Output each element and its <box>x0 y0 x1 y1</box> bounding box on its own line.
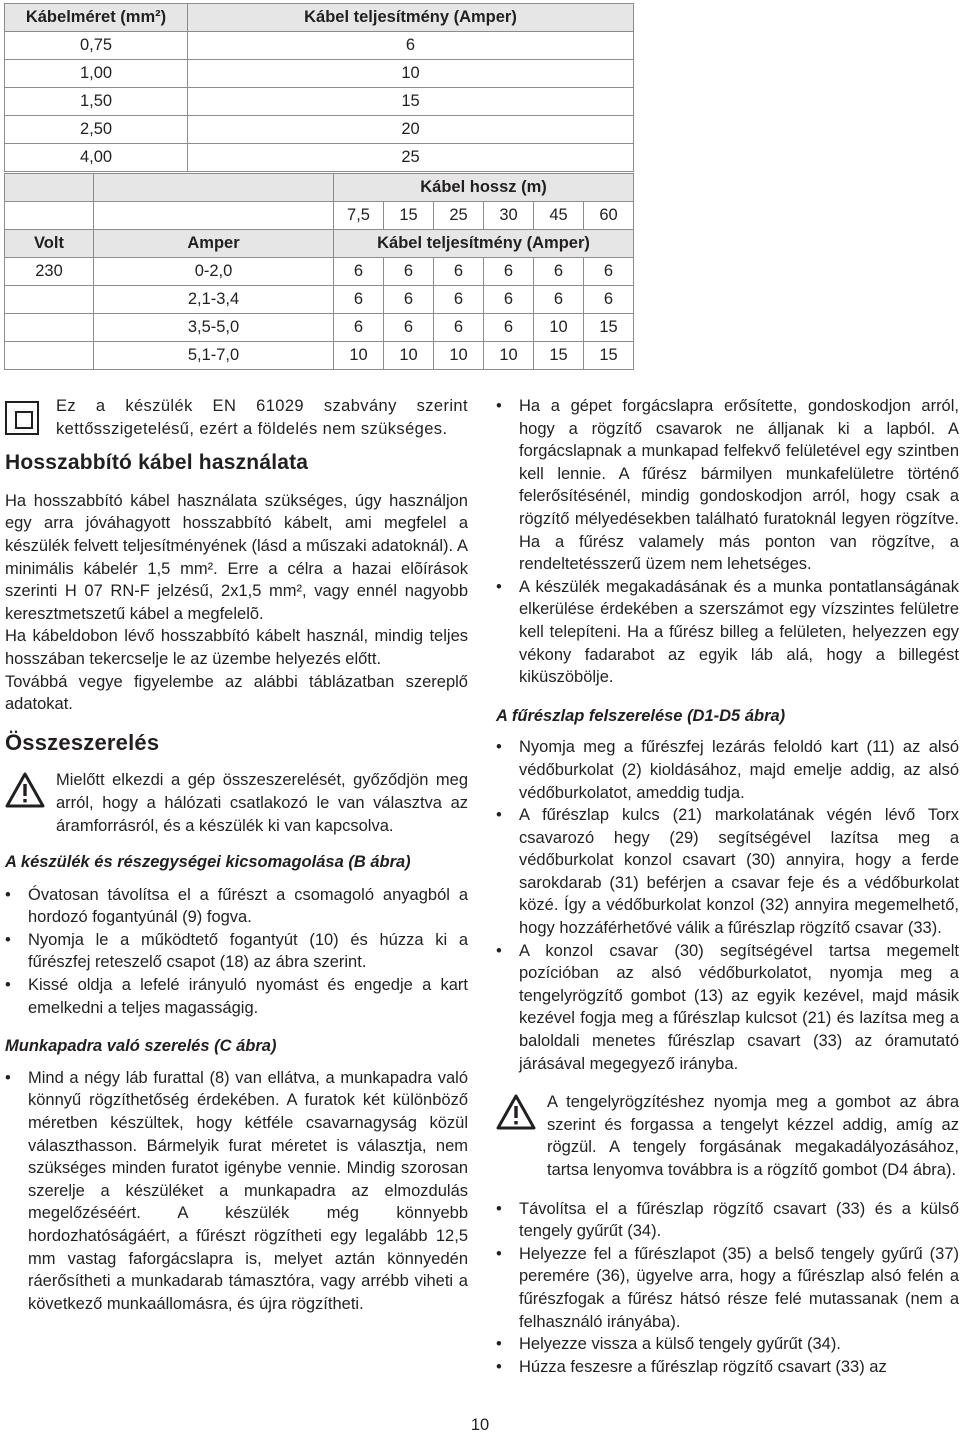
table-cell: 10 <box>484 342 534 370</box>
table-cell: 6 <box>534 286 584 314</box>
table-cell: 6 <box>434 286 484 314</box>
unpack-heading: A készülék és részegységei kicsomagolása (B ábra) <box>5 853 411 872</box>
amper-header: Amper <box>94 230 334 258</box>
table-cell: 4,00 <box>5 144 188 172</box>
list-item: • A készülék megakadásának és a munka pontatlanságának elkerülése érdekében a szerszámot egy vízszintes felületre kell telepíteni. Ha a fűrész billeg a felületen, helyezzen egy vékony fadarabot az egyik láb alá, hogy a billegést kiküszöbölje. <box>496 576 959 689</box>
extension-cable-paragraph: Továbbá vegye figyelembe az alábbi táblázatban szereplő adatokat. <box>5 672 468 714</box>
blade-mount-heading: A fűrészlap felszerelése (D1-D5 ábra) <box>496 706 786 725</box>
blade-final-list <box>496 1198 959 1379</box>
table-cell: 6 <box>384 286 434 314</box>
length-cell: 45 <box>534 202 584 230</box>
extension-cable-paragraph: Ha hosszabbító kábel használata szükséges, úgy használjon egy arra jóváhagyott hosszabbító kábelt, ami megfelel a készülék felvett teljesítményének (lásd a műszaki adatoknál). A minimális kábelér 1,5 mm². Erre a célra a hazai elõírások szerinti H 07 RN-F jelzésű, 2x1,5 mm², vagy ennél nagyobb keresztmetszetű kábel a megfelelõ. <box>5 491 468 623</box>
bench-mount-heading: Munkapadra való szerelés (C ábra) <box>5 1037 277 1056</box>
table-cell: 6 <box>334 286 384 314</box>
amper-cell: 5,1-7,0 <box>94 342 334 370</box>
list-item: • Helyezze vissza a külső tengely gyűrűt (34). <box>496 1333 959 1356</box>
table-cell: 6 <box>334 258 384 286</box>
volt-cell <box>5 286 94 314</box>
amper-cell: 2,1-3,4 <box>94 286 334 314</box>
assembly-heading: Összeszerelés <box>5 729 160 755</box>
table-cell: 0,75 <box>5 32 188 60</box>
list-item: • Mind a négy láb furattal (8) van ellátva, a munkapadra való könnyű rögzíthetőség érdekében. A furatok két különböző méretben készültek, hogy kétféle csavarnagyság közül választhasson. Bármelyik furat méretet is választja, nem szükséges minden furatot igénybe vennie. Mindig szorosan szerelje a készüléket a munkapadra az elmozdulás megelőzéséért. A készülék még könnyebb hordozhatóságáért, a fűrészt rögzítheti egy legalább 12,5 mm vastag faforgácslapra is, melyet aztán könnyedén ráerősítheti a munkadarab támasztóra, vagy arrébb viheti a következő munkaállomásra, és újra rögzítheti. <box>5 1067 468 1316</box>
amper-cell: 0-2,0 <box>94 258 334 286</box>
cable-capacity-header: Kábel teljesítmény (Amper) <box>188 4 634 32</box>
extension-cable-heading: Hosszabbító kábel használata <box>5 451 309 475</box>
table-cell: 15 <box>534 342 584 370</box>
table-cell: 10 <box>434 342 484 370</box>
length-cell: 15 <box>384 202 434 230</box>
table-cell: 6 <box>434 258 484 286</box>
right-column <box>496 395 959 1378</box>
spindle-lock-warning-text: A tengelyrögzítéshez nyomja meg a gombot az ábra szerint és forgassa a tengelyt kézzel addig, amíg az rögzül. A tengely forgásának megakadályozásához, tartsa lenyomva továbbra is a rögzítő gombot (D4 ábra). <box>547 1093 959 1179</box>
table-cell: 6 <box>584 286 634 314</box>
volt-cell <box>5 342 94 370</box>
spindle-lock-warning <box>496 1091 959 1181</box>
table-row <box>5 32 634 60</box>
bench-mount-list <box>5 1067 468 1316</box>
table-cell: 6 <box>188 32 634 60</box>
list-item: • Kissé oldja a lefelé irányuló nyomást és engedje a kart emelkedni a teljes magasságig. <box>5 974 468 1019</box>
list-item: • Nyomja le a működtető fogantyút (10) és húzza ki a fűrészfej reteszelő csapot (18) az ábra szerint. <box>5 929 468 974</box>
volt-cell <box>5 314 94 342</box>
list-item: • Nyomja meg a fűrészfej lezárás feloldó kart (11) az alsó védőburkolat (2) kioldásához, majd emelje addig, az alsó védőburkolatot, ameddig tudja. <box>496 736 959 804</box>
table-row <box>5 342 634 370</box>
double-insulation-icon <box>5 401 39 435</box>
length-cell: 30 <box>484 202 534 230</box>
table-cell: 15 <box>584 342 634 370</box>
table-cell: 10 <box>334 342 384 370</box>
warning-icon <box>496 1094 536 1130</box>
list-item: • A konzol csavar (30) segítségével tartsa megemelt pozícióban az alsó védőburkolatot, nyomja meg a tengelyrögzítő gombot (13) az egyik kezével, majd másik kezével fogja meg a fűrészlap kulcsot (21) és lazítsa meg a baloldali menetes fűrészlap csavart (33) az óramutató járásával megegyező irányba. <box>496 940 959 1076</box>
list-item: • Helyezze fel a fűrészlapot (35) a belső tengely gyűrű (37) peremére (36), ügyelve arra, hogy a fűrészlap alsó felén a fűrészfogak a fűrész hátsó része felé mutassanak (nem a felhasználó irányába). <box>496 1243 959 1333</box>
table-row <box>5 88 634 116</box>
table-cell: 1,00 <box>5 60 188 88</box>
table-row <box>5 286 634 314</box>
blade-mount-list <box>496 736 959 1075</box>
table-cell: 10 <box>188 60 634 88</box>
length-cell: 60 <box>584 202 634 230</box>
table-cell: 6 <box>484 314 534 342</box>
list-item: • Óvatosan távolítsa el a fűrészt a csomagoló anyagból a hordozó fogantyúnál (9) fogva. <box>5 884 468 929</box>
list-item: • A fűrészlap kulcs (21) markolatának végén lévő Torx csavarozó hegy (29) segítségével lazítsa meg a védőburkolat konzol csavart (30) annyira, hogy a ferde sarokdarab (31) beférjen a csavar feje és a védőburkolat közé. Így a védőburkolat konzol (32) annyira megemelhető, hogy hozzáférhetővé válik a fűrészlap rögzítő csavar (33). <box>496 804 959 940</box>
cable-size-table <box>4 3 634 172</box>
table-cell: 6 <box>434 314 484 342</box>
extension-cable-paragraph: Ha kábeldobon lévő hosszabbító kábelt használ, mindig teljes hosszában tekercselje le az üzembe helyezés előtt. <box>5 627 468 668</box>
length-cell: 25 <box>434 202 484 230</box>
table-cell: 6 <box>484 286 534 314</box>
unpack-list <box>5 884 468 1020</box>
table-cell: 25 <box>188 144 634 172</box>
left-column <box>5 395 468 1315</box>
table-cell: 20 <box>188 116 634 144</box>
table-row <box>5 144 634 172</box>
double-insulation-text: Ez a készülék EN 61029 szabvány szerint kettősszigetelésű, ezért a földelés nem szükséges. <box>56 397 468 438</box>
table-cell: 6 <box>584 258 634 286</box>
table-row <box>5 60 634 88</box>
length-cell: 7,5 <box>334 202 384 230</box>
assembly-warning <box>5 769 468 837</box>
table-cell: 15 <box>188 88 634 116</box>
assembly-warning-text: Mielőtt elkezdi a gép összeszerelését, győződjön meg arról, hogy a hálózati csatlakozó le van választva az áramforrásról, és a készülék ki van kapcsolva. <box>56 771 468 835</box>
table-cell: 6 <box>384 258 434 286</box>
table-cell: 6 <box>534 258 584 286</box>
list-item: • Húzza feszesre a fűrészlap rögzítő csavart (33) az <box>496 1356 959 1379</box>
table-row <box>5 314 634 342</box>
warning-icon <box>5 772 45 808</box>
table-cell: 6 <box>484 258 534 286</box>
amper-cell: 3,5-5,0 <box>94 314 334 342</box>
capacity-header: Kábel teljesítmény (Amper) <box>334 230 634 258</box>
bench-mount-list-continued <box>496 395 959 689</box>
table-cell: 2,50 <box>5 116 188 144</box>
table-cell: 6 <box>334 314 384 342</box>
table-row <box>5 258 634 286</box>
cable-length-table <box>4 173 634 370</box>
table-cell: 10 <box>534 314 584 342</box>
table-row <box>5 116 634 144</box>
volt-cell: 230 <box>5 258 94 286</box>
table-cell: 1,50 <box>5 88 188 116</box>
cable-size-header: Kábelméret (mm²) <box>5 4 188 32</box>
table-cell: 10 <box>384 342 434 370</box>
volt-header: Volt <box>5 230 94 258</box>
table-cell: 15 <box>584 314 634 342</box>
list-item: • Ha a gépet forgácslapra erősítette, gondoskodjon arról, hogy a rögzítő csavarok ne álljanak ki a lapból. A forgácslapnak a munkapad felfekvő felületével egy szintben kell lennie. A fűrész bármilyen munkafelületre történő felerősítésénél, mindig gondoskodjon arról, hogy csak a rögzítő mélyedésekben található furatoknál legyen rögzítve. Ha a fűrész valamely más ponton van rögzítve, a rendeltetésszerű üzem nem lehetséges. <box>496 395 959 576</box>
page-number: 10 <box>470 1416 490 1434</box>
cable-length-header: Kábel hossz (m) <box>334 174 634 202</box>
double-insulation-note <box>5 395 468 440</box>
list-item: • Távolítsa el a fűrészlap rögzítő csavart (33) és a külső tengely gyűrűt (34). <box>496 1198 959 1243</box>
table-cell: 6 <box>384 314 434 342</box>
